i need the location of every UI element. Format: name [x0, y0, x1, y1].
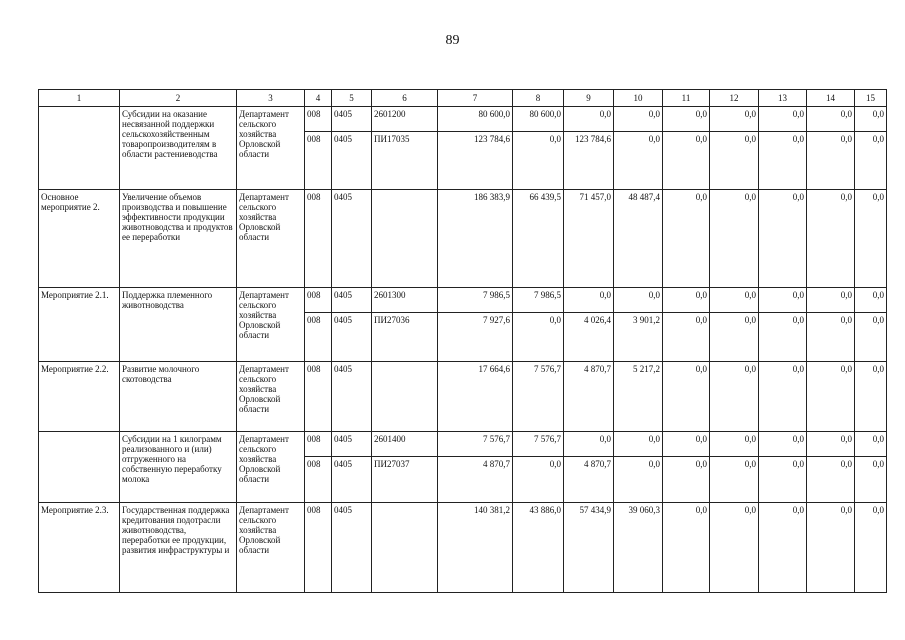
grbs-cell: 008: [305, 190, 332, 288]
value-cell-total: 7 576,7: [438, 432, 513, 457]
program-name-cell: Субсидии на оказание несвязанной поддержки сельскохозяйственным товаропроизводителям в области растениеводства: [120, 107, 237, 190]
column-header: 13: [759, 90, 807, 107]
executor-cell: Департамент сельского хозяйства Орловской области: [237, 362, 305, 432]
executor-cell: Департамент сельского хозяйства Орловской области: [237, 107, 305, 190]
value-cell-y5: 0,0: [710, 190, 759, 288]
value-cell-total: 140 381,2: [438, 503, 513, 593]
value-cell-y5: 0,0: [710, 432, 759, 457]
csr-cell: 2601200: [372, 107, 438, 132]
value-cell-y1: 66 439,5: [513, 190, 564, 288]
executor-cell: Департамент сельского хозяйства Орловской области: [237, 288, 305, 362]
value-cell-total: 123 784,6: [438, 132, 513, 190]
grbs-cell: 008: [305, 503, 332, 593]
grbs-cell: 008: [305, 107, 332, 132]
value-cell-y1: 7 576,7: [513, 432, 564, 457]
value-cell-y2: 4 026,4: [564, 313, 614, 362]
column-header: 11: [663, 90, 710, 107]
grbs-cell: 008: [305, 432, 332, 457]
csr-cell: [372, 190, 438, 288]
executor-cell: Департамент сельского хозяйства Орловской области: [237, 190, 305, 288]
value-cell-y4: 0,0: [663, 503, 710, 593]
value-cell-y1: 7 986,5: [513, 288, 564, 313]
value-cell-y3: 5 217,2: [614, 362, 663, 432]
value-cell-y8: 0,0: [855, 503, 887, 593]
value-cell-y4: 0,0: [663, 288, 710, 313]
status-cell: Мероприятие 2.3.: [39, 503, 120, 593]
value-cell-y2: 0,0: [564, 107, 614, 132]
status-cell: [39, 432, 120, 503]
column-header: 3: [237, 90, 305, 107]
rzpr-cell: 0405: [332, 313, 372, 362]
rzpr-cell: 0405: [332, 362, 372, 432]
value-cell-y8: 0,0: [855, 107, 887, 132]
value-cell-y6: 0,0: [759, 107, 807, 132]
value-cell-y1: 7 576,7: [513, 362, 564, 432]
value-cell-y3: 0,0: [614, 457, 663, 503]
column-header: 15: [855, 90, 887, 107]
executor-cell: Департамент сельского хозяйства Орловской области: [237, 432, 305, 503]
value-cell-y8: 0,0: [855, 132, 887, 190]
column-header: 12: [710, 90, 759, 107]
value-cell-y8: 0,0: [855, 432, 887, 457]
program-name-cell: Поддержка племенного животноводства: [120, 288, 237, 362]
value-cell-y1: 0,0: [513, 313, 564, 362]
grbs-cell: 008: [305, 457, 332, 503]
csr-cell: 2601400: [372, 432, 438, 457]
value-cell-y2: 4 870,7: [564, 457, 614, 503]
column-header: 2: [120, 90, 237, 107]
rzpr-cell: 0405: [332, 132, 372, 190]
table-row: [39, 288, 887, 313]
value-cell-y5: 0,0: [710, 132, 759, 190]
value-cell-y5: 0,0: [710, 362, 759, 432]
value-cell-y6: 0,0: [759, 457, 807, 503]
value-cell-total: 4 870,7: [438, 457, 513, 503]
rzpr-cell: 0405: [332, 288, 372, 313]
table-row: [39, 107, 887, 132]
csr-cell: [372, 503, 438, 593]
value-cell-y6: 0,0: [759, 313, 807, 362]
value-cell-y2: 71 457,0: [564, 190, 614, 288]
rzpr-cell: 0405: [332, 190, 372, 288]
value-cell-y2: 57 434,9: [564, 503, 614, 593]
value-cell-y6: 0,0: [759, 288, 807, 313]
value-cell-y7: 0,0: [807, 288, 855, 313]
column-header: 4: [305, 90, 332, 107]
value-cell-y4: 0,0: [663, 107, 710, 132]
column-header: 6: [372, 90, 438, 107]
column-header: 14: [807, 90, 855, 107]
grbs-cell: 008: [305, 313, 332, 362]
value-cell-y3: 39 060,3: [614, 503, 663, 593]
rzpr-cell: 0405: [332, 457, 372, 503]
value-cell-y7: 0,0: [807, 132, 855, 190]
column-header: 5: [332, 90, 372, 107]
table-row: [39, 190, 887, 288]
value-cell-y7: 0,0: [807, 503, 855, 593]
value-cell-y8: 0,0: [855, 362, 887, 432]
table-row: [39, 432, 887, 457]
value-cell-total: 80 600,0: [438, 107, 513, 132]
table-row: [39, 362, 887, 432]
rzpr-cell: 0405: [332, 107, 372, 132]
value-cell-y7: 0,0: [807, 362, 855, 432]
value-cell-y6: 0,0: [759, 432, 807, 457]
value-cell-y7: 0,0: [807, 313, 855, 362]
grbs-cell: 008: [305, 362, 332, 432]
value-cell-total: 7 927,6: [438, 313, 513, 362]
value-cell-y7: 0,0: [807, 107, 855, 132]
value-cell-y5: 0,0: [710, 313, 759, 362]
value-cell-y5: 0,0: [710, 107, 759, 132]
program-name-cell: Государственная поддержка кредитования подотрасли животноводства, переработки ее продукции, развития инфраструктуры и: [120, 503, 237, 593]
executor-cell: Департамент сельского хозяйства Орловской области: [237, 503, 305, 593]
grbs-cell: 008: [305, 132, 332, 190]
value-cell-y2: 0,0: [564, 432, 614, 457]
column-header: 10: [614, 90, 663, 107]
csr-cell: ПИ27036: [372, 313, 438, 362]
value-cell-y3: 0,0: [614, 288, 663, 313]
budget-table: [38, 89, 887, 593]
value-cell-y5: 0,0: [710, 288, 759, 313]
grbs-cell: 008: [305, 288, 332, 313]
value-cell-y1: 80 600,0: [513, 107, 564, 132]
status-cell: Мероприятие 2.1.: [39, 288, 120, 362]
column-header: 7: [438, 90, 513, 107]
value-cell-total: 186 383,9: [438, 190, 513, 288]
status-cell: Основное мероприятие 2.: [39, 190, 120, 288]
value-cell-y4: 0,0: [663, 457, 710, 503]
rzpr-cell: 0405: [332, 432, 372, 457]
value-cell-y3: 0,0: [614, 432, 663, 457]
column-header: 1: [39, 90, 120, 107]
value-cell-y7: 0,0: [807, 432, 855, 457]
status-cell: Мероприятие 2.2.: [39, 362, 120, 432]
value-cell-y8: 0,0: [855, 288, 887, 313]
csr-cell: ПИ17035: [372, 132, 438, 190]
value-cell-y6: 0,0: [759, 362, 807, 432]
csr-cell: 2601300: [372, 288, 438, 313]
value-cell-y5: 0,0: [710, 457, 759, 503]
program-name-cell: Развитие молочного скотоводства: [120, 362, 237, 432]
value-cell-y4: 0,0: [663, 190, 710, 288]
value-cell-y8: 0,0: [855, 457, 887, 503]
csr-cell: [372, 362, 438, 432]
value-cell-y3: 3 901,2: [614, 313, 663, 362]
column-header: 8: [513, 90, 564, 107]
status-cell: [39, 107, 120, 190]
rzpr-cell: 0405: [332, 503, 372, 593]
column-header: 9: [564, 90, 614, 107]
value-cell-y4: 0,0: [663, 362, 710, 432]
table-row: [39, 503, 887, 593]
program-name-cell: Увеличение объемов производства и повышение эффективности продукции животноводства и продуктов ее переработки: [120, 190, 237, 288]
header-row: [39, 90, 887, 107]
value-cell-y2: 0,0: [564, 288, 614, 313]
page-number: 89: [445, 33, 460, 48]
value-cell-y6: 0,0: [759, 190, 807, 288]
value-cell-y4: 0,0: [663, 432, 710, 457]
value-cell-y6: 0,0: [759, 503, 807, 593]
value-cell-y1: 0,0: [513, 132, 564, 190]
value-cell-y3: 48 487,4: [614, 190, 663, 288]
value-cell-y7: 0,0: [807, 190, 855, 288]
value-cell-y8: 0,0: [855, 313, 887, 362]
value-cell-y4: 0,0: [663, 313, 710, 362]
value-cell-y7: 0,0: [807, 457, 855, 503]
value-cell-y3: 0,0: [614, 132, 663, 190]
value-cell-y6: 0,0: [759, 132, 807, 190]
value-cell-y2: 123 784,6: [564, 132, 614, 190]
value-cell-y5: 0,0: [710, 503, 759, 593]
value-cell-total: 17 664,6: [438, 362, 513, 432]
value-cell-y1: 0,0: [513, 457, 564, 503]
value-cell-y3: 0,0: [614, 107, 663, 132]
value-cell-y4: 0,0: [663, 132, 710, 190]
program-name-cell: Субсидии на 1 килограмм реализованного и (или) отгруженного на собственную переработку молока: [120, 432, 237, 503]
value-cell-total: 7 986,5: [438, 288, 513, 313]
csr-cell: ПИ27037: [372, 457, 438, 503]
value-cell-y8: 0,0: [855, 190, 887, 288]
value-cell-y2: 4 870,7: [564, 362, 614, 432]
value-cell-y1: 43 886,0: [513, 503, 564, 593]
